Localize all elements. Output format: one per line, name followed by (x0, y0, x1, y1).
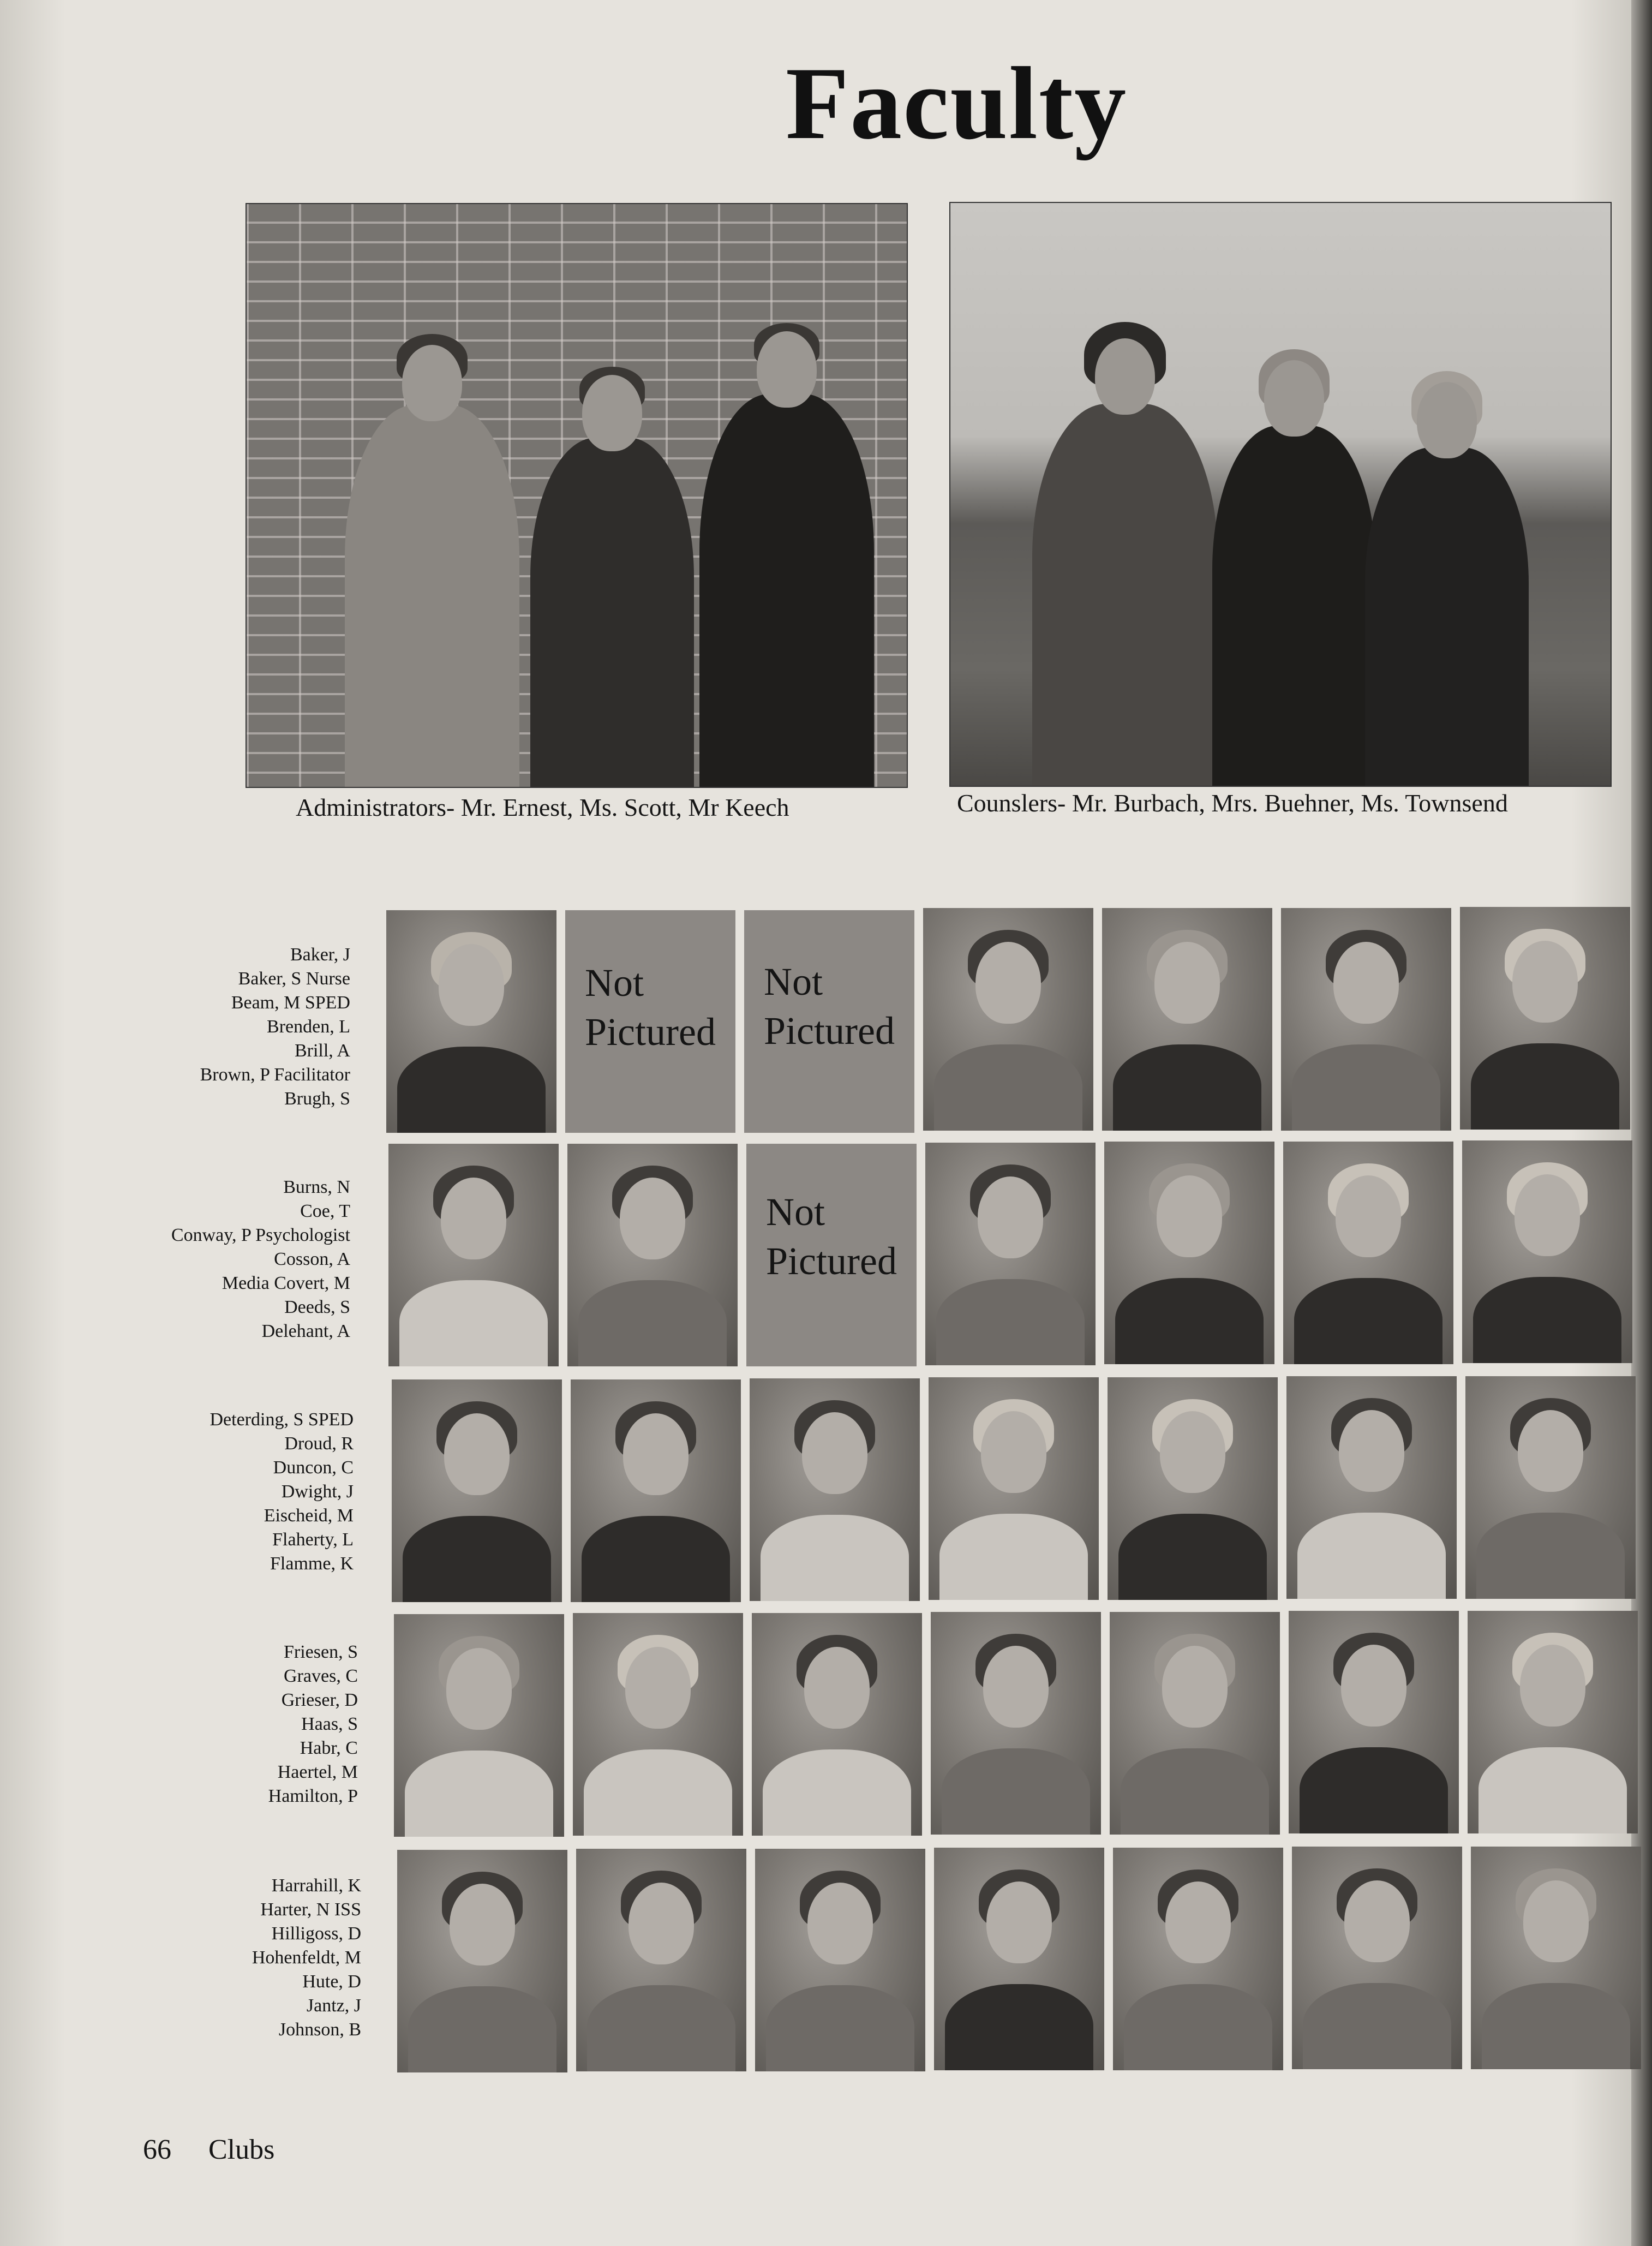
person-figure (1032, 322, 1218, 786)
faculty-portrait (394, 1614, 564, 1837)
faculty-name: Deeds, S (284, 1297, 350, 1317)
faculty-portrait (1460, 907, 1630, 1130)
faculty-name: Friesen, S (284, 1642, 358, 1662)
faculty-name: Grieser, D (281, 1690, 358, 1710)
faculty-name: Media Covert, M (222, 1273, 350, 1293)
faculty-portrait (1462, 1140, 1632, 1363)
faculty-portrait (752, 1613, 922, 1836)
faculty-name-list (210, 1408, 354, 1576)
not-pictured-placeholder (746, 1144, 917, 1366)
faculty-portrait (1471, 1847, 1641, 2069)
faculty-name: Haertel, M (277, 1762, 358, 1782)
faculty-portrait (1104, 1142, 1274, 1364)
faculty-name: Deterding, S SPED (210, 1409, 354, 1430)
person-figure (345, 334, 519, 787)
faculty-portrait (573, 1613, 743, 1836)
person-figure (1365, 371, 1529, 786)
faculty-portrait (929, 1377, 1099, 1600)
faculty-name: Conway, P Psychologist (171, 1225, 350, 1245)
faculty-portrait (925, 1143, 1096, 1365)
not-pictured-label: Not (766, 1190, 825, 1234)
faculty-portrait (388, 1144, 559, 1366)
faculty-portrait (1286, 1376, 1457, 1599)
page-number: 66 (143, 2134, 171, 2165)
faculty-name: Cosson, A (274, 1249, 350, 1269)
faculty-name: Hilligoss, D (271, 1924, 361, 1944)
counselors-caption: Counslers- Mr. Burbach, Mrs. Buehner, Ms. Townsend (957, 789, 1508, 817)
faculty-name: Flamme, K (270, 1554, 354, 1574)
faculty-portrait (1102, 908, 1272, 1131)
page-title: Faculty (786, 46, 1128, 161)
person-figure (699, 323, 874, 787)
faculty-portrait (571, 1379, 741, 1602)
faculty-name-list (268, 1640, 358, 1808)
faculty-name-list (171, 1175, 350, 1343)
faculty-name: Hamilton, P (268, 1786, 358, 1806)
faculty-name: Brugh, S (284, 1089, 350, 1109)
administrators-caption: Administrators- Mr. Ernest, Ms. Scott, Mr Keech (296, 793, 789, 821)
faculty-name: Droud, R (284, 1433, 354, 1454)
faculty-name: Brenden, L (267, 1017, 350, 1037)
not-pictured-label: Not (764, 960, 823, 1003)
faculty-name: Harter, N ISS (260, 1899, 361, 1920)
faculty-name: Brown, P Facilitator (200, 1065, 350, 1085)
person-figure (530, 367, 694, 787)
faculty-name: Beam, M SPED (231, 993, 350, 1013)
faculty-portrait (1468, 1611, 1638, 1833)
faculty-portrait (755, 1849, 925, 2071)
faculty-name: Johnson, B (278, 2020, 361, 2040)
person-figure (1212, 349, 1376, 786)
faculty-name: Baker, J (290, 945, 350, 965)
faculty-name: Jantz, J (306, 1996, 361, 2016)
faculty-name: Haas, S (301, 1714, 358, 1734)
not-pictured-label: Pictured (585, 1010, 716, 1054)
faculty-portrait (923, 908, 1093, 1131)
faculty-portrait (1283, 1142, 1453, 1364)
faculty-portrait (386, 910, 556, 1133)
faculty-portrait (1113, 1848, 1283, 2070)
faculty-name: Coe, T (300, 1201, 350, 1221)
faculty-portrait (1465, 1376, 1636, 1599)
faculty-name: Brill, A (294, 1041, 350, 1061)
faculty-name: Baker, S Nurse (238, 969, 350, 989)
faculty-name: Hohenfeldt, M (252, 1948, 361, 1968)
faculty-name: Dwight, J (281, 1482, 354, 1502)
faculty-portrait (567, 1144, 738, 1366)
faculty-portrait (1281, 908, 1451, 1131)
faculty-portrait (750, 1378, 920, 1601)
faculty-portrait (576, 1849, 746, 2071)
faculty-name-list (252, 1874, 361, 2042)
faculty-name: Eischeid, M (264, 1506, 354, 1526)
faculty-name: Burns, N (283, 1177, 350, 1197)
administrators-photo (246, 203, 908, 788)
faculty-portrait (1292, 1847, 1462, 2069)
faculty-name: Graves, C (284, 1666, 358, 1686)
faculty-portrait (1110, 1612, 1280, 1835)
faculty-name: Flaherty, L (272, 1530, 354, 1550)
faculty-portrait (397, 1850, 567, 2072)
faculty-portrait (934, 1848, 1104, 2070)
faculty-name-list (200, 943, 350, 1111)
faculty-name: Harrahill, K (271, 1875, 361, 1896)
faculty-name: Hute, D (302, 1972, 361, 1992)
not-pictured-label: Pictured (764, 1009, 895, 1053)
counselors-photo (949, 202, 1612, 787)
faculty-name: Habr, C (300, 1738, 358, 1758)
not-pictured-placeholder (744, 910, 914, 1133)
faculty-name: Delehant, A (261, 1321, 350, 1341)
section-name: Clubs (208, 2134, 275, 2165)
faculty-portrait (392, 1379, 562, 1602)
faculty-portrait (931, 1612, 1101, 1835)
not-pictured-label: Pictured (766, 1239, 897, 1283)
not-pictured-label: Not (585, 961, 644, 1005)
faculty-portrait (1108, 1377, 1278, 1600)
faculty-name: Duncon, C (273, 1457, 354, 1478)
not-pictured-placeholder (565, 910, 735, 1133)
faculty-portrait (1289, 1611, 1459, 1833)
